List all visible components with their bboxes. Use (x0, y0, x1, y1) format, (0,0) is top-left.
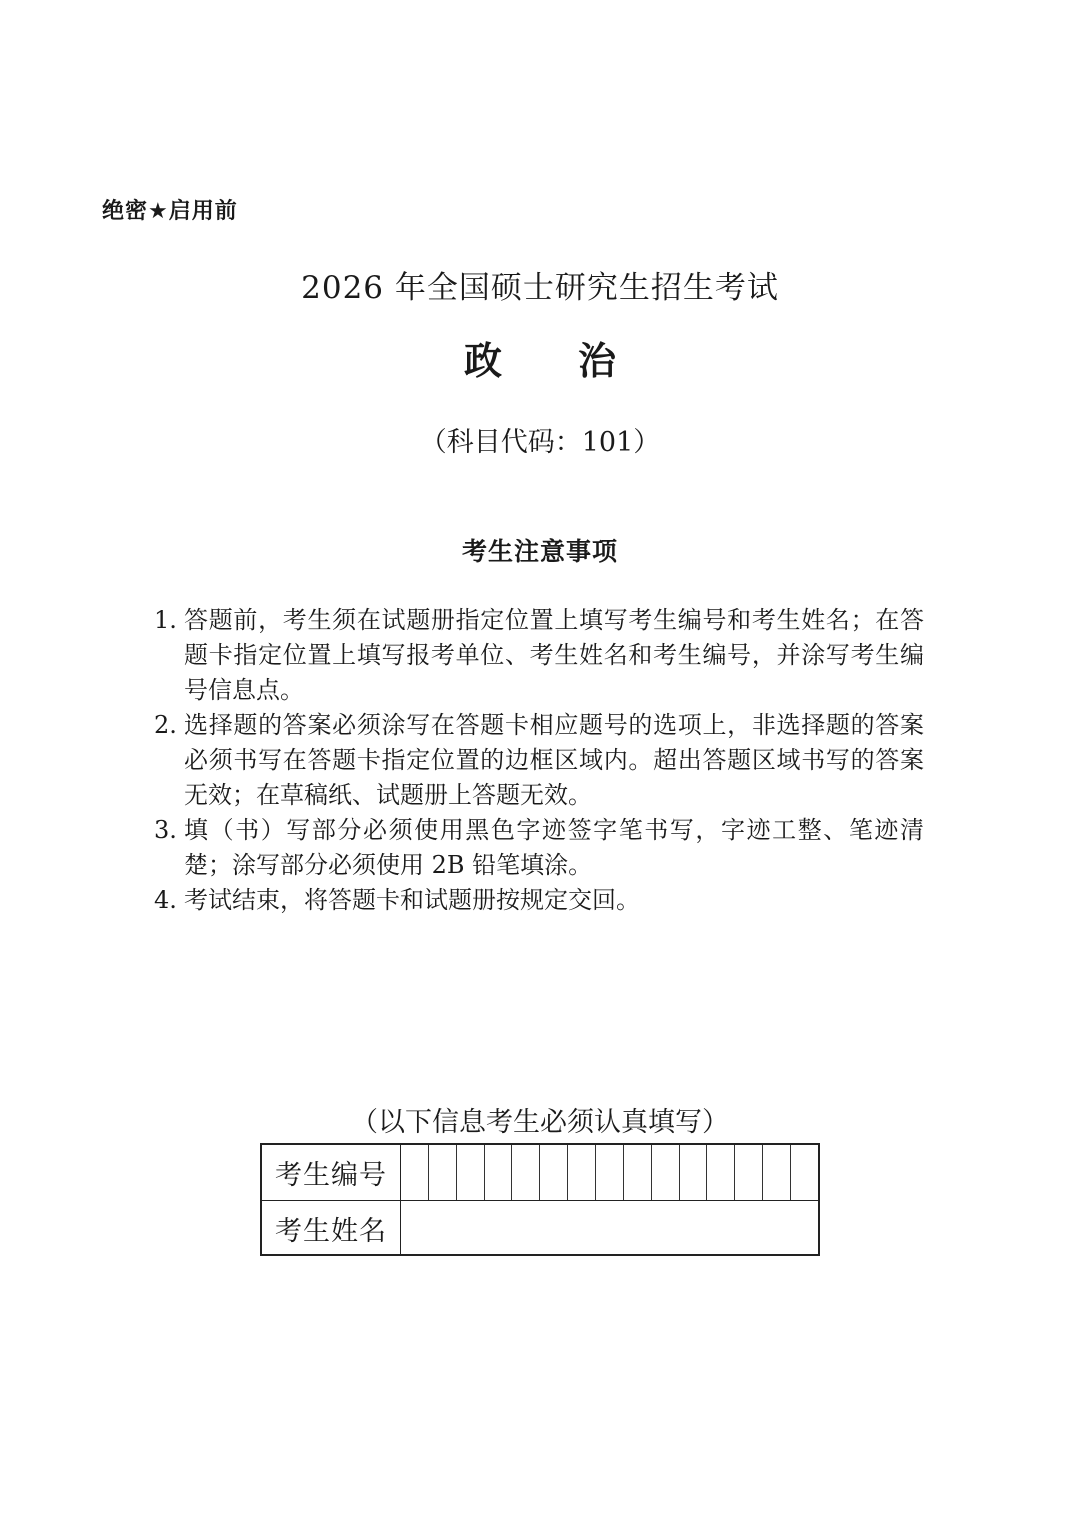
notice-item-text: 填（书）写部分必须使用黑色字迹签字笔书写，字迹工整、笔迹清楚；涂写部分必须使用 2B 铅笔填涂。 (184, 816, 924, 879)
notice-item-text: 考试结束，将答题卡和试题册按规定交回。 (184, 886, 640, 914)
candidate-id-digit-box[interactable] (735, 1145, 763, 1200)
candidate-id-digit-box[interactable] (429, 1145, 457, 1200)
classification-mark: 绝密★启用前 (102, 199, 238, 224)
notice-item-text: 选择题的答案必须涂写在答题卡相应题号的选项上，非选择题的答案必须书写在答题卡指定位置的边框区域内。超出答题区域书写的答案无效；在草稿纸、试题册上答题无效。 (184, 711, 924, 809)
notice-item (154, 708, 924, 813)
candidate-name-field[interactable] (401, 1201, 818, 1255)
notice-item-number: 2. (154, 711, 177, 739)
candidate-id-digit-box[interactable] (568, 1145, 596, 1200)
candidate-id-label: 考生编号 (262, 1145, 401, 1200)
info-form-hint: （以下信息考生必须认真填写） (351, 1107, 729, 1138)
candidate-id-digit-box[interactable] (485, 1145, 513, 1200)
notice-item-number: 1. (154, 606, 177, 634)
notice-item (154, 883, 924, 918)
candidate-id-cells (401, 1145, 818, 1200)
notice-item (154, 603, 924, 708)
candidate-name-row (262, 1200, 818, 1255)
notice-item-number: 3. (154, 816, 177, 844)
candidate-id-digit-box[interactable] (791, 1145, 818, 1200)
notice-title: 考生注意事项 (461, 537, 618, 566)
candidate-id-digit-box[interactable] (680, 1145, 708, 1200)
notice-item (154, 813, 924, 883)
candidate-id-digit-box[interactable] (540, 1145, 568, 1200)
candidate-info-table (260, 1143, 820, 1256)
candidate-id-digit-box[interactable] (596, 1145, 624, 1200)
candidate-id-row (262, 1145, 818, 1200)
subject-code: （科目代码：101） (419, 427, 661, 458)
candidate-id-digit-box[interactable] (652, 1145, 680, 1200)
candidate-id-digit-box[interactable] (763, 1145, 791, 1200)
notice-item-number: 4. (154, 886, 177, 914)
subject-title: 政 治 (463, 339, 616, 383)
candidate-id-digit-box[interactable] (707, 1145, 735, 1200)
notice-item-text: 答题前，考生须在试题册指定位置上填写考生编号和考生姓名；在答题卡指定位置上填写报考单位、考生姓名和考生编号，并涂写考生编号信息点。 (184, 606, 924, 704)
notice-list (154, 603, 924, 918)
candidate-id-digit-box[interactable] (512, 1145, 540, 1200)
candidate-name-label: 考生姓名 (262, 1201, 401, 1255)
candidate-id-digit-box[interactable] (457, 1145, 485, 1200)
candidate-id-digit-box[interactable] (624, 1145, 652, 1200)
candidate-id-digit-box[interactable] (401, 1145, 429, 1200)
exam-title: 2026 年全国硕士研究生招生考试 (301, 270, 779, 306)
